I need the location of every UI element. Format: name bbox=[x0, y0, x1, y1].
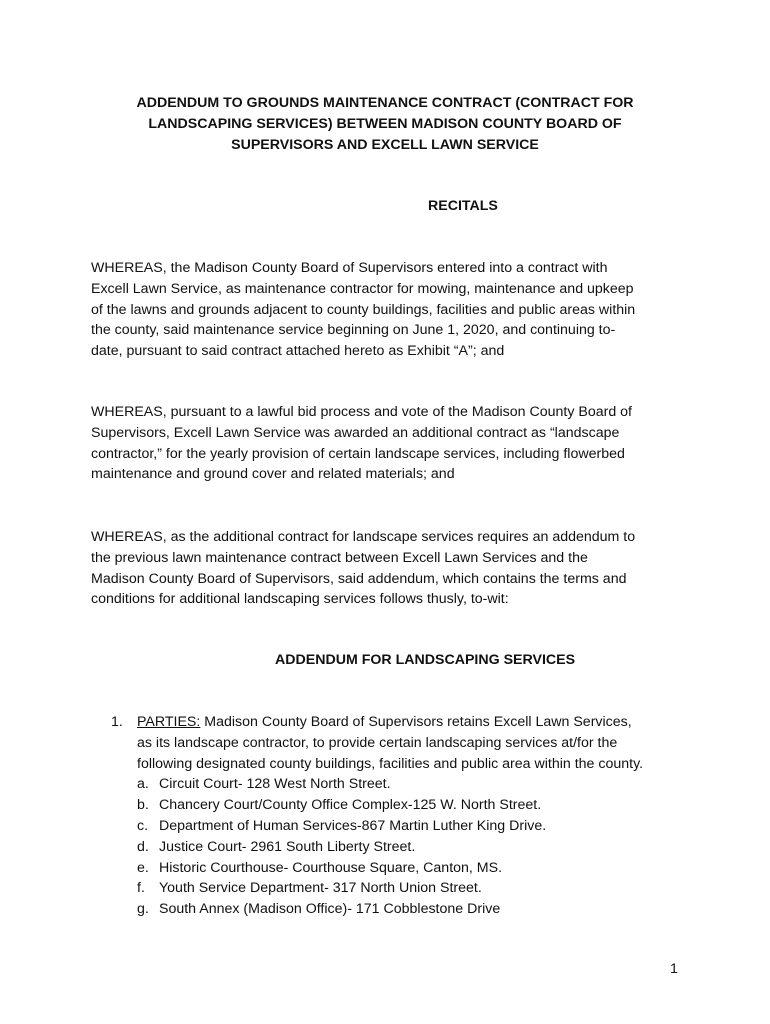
paragraph-line: date, pursuant to said contract attached hereto as Exhibit “A”; and bbox=[91, 343, 505, 360]
paragraph-line: conditions for additional landscaping services follows thusly, to-wit: bbox=[91, 591, 509, 608]
section-line: following designated county buildings, facilities and public area within the county. bbox=[137, 755, 644, 772]
section-first-line bbox=[137, 712, 707, 733]
list-item-text: Department of Human Services-867 Martin Luther King Drive. bbox=[159, 817, 547, 834]
list-item bbox=[137, 858, 707, 879]
recital-paragraph-2 bbox=[91, 402, 681, 485]
list-letter: f. bbox=[137, 880, 145, 897]
location-list bbox=[137, 774, 707, 920]
parties-label: PARTIES: bbox=[137, 714, 201, 730]
section-number: 1. bbox=[111, 714, 123, 730]
list-item bbox=[137, 774, 707, 795]
paragraph-line: maintenance and ground cover and related materials; and bbox=[91, 466, 455, 483]
list-item bbox=[137, 899, 707, 920]
list-letter: c. bbox=[137, 817, 149, 834]
section-body bbox=[137, 712, 707, 920]
list-item-text: Youth Service Department- 317 North Union Street. bbox=[159, 880, 482, 897]
list-letter: e. bbox=[137, 859, 149, 876]
list-item bbox=[137, 878, 707, 899]
paragraph-line: WHEREAS, the Madison County Board of Supervisors entered into a contract with bbox=[91, 260, 608, 276]
recitals-heading: RECITALS bbox=[428, 198, 498, 214]
paragraph-line: WHEREAS, as the additional contract for landscape services requires an addendum to bbox=[91, 529, 636, 545]
recital-paragraph-3 bbox=[91, 527, 681, 610]
title-line: ADDENDUM TO GROUNDS MAINTENANCE CONTRACT (CONTRACT FOR bbox=[136, 95, 634, 111]
list-item-text: Historic Courthouse- Courthouse Square, Canton, MS. bbox=[159, 859, 503, 876]
document-title bbox=[90, 93, 680, 156]
list-item bbox=[137, 816, 707, 837]
paragraph-line: Madison County Board of Supervisors, said addendum, which contains the terms and bbox=[91, 570, 627, 587]
section-first-line-text: Madison County Board of Supervisors retains Excell Lawn Services, bbox=[200, 714, 632, 730]
list-letter: g. bbox=[137, 901, 149, 918]
paragraph-line: Excell Lawn Service, as maintenance contractor for mowing, maintenance and upkeep bbox=[91, 280, 634, 297]
paragraph-line: contractor,” for the yearly provision of certain landscape services, including flowerbed bbox=[91, 445, 625, 462]
list-item-text: Justice Court- 2961 South Liberty Street. bbox=[159, 838, 416, 855]
list-item bbox=[137, 837, 707, 858]
title-line: SUPERVISORS AND EXCELL LAWN SERVICE bbox=[231, 137, 539, 153]
list-letter: a. bbox=[137, 776, 149, 793]
section-line: as its landscape contractor, to provide certain landscaping services at/for the bbox=[137, 734, 618, 751]
paragraph-line: the county, said maintenance service beginning on June 1, 2020, and continuing to- bbox=[91, 322, 616, 339]
recital-paragraph-1 bbox=[91, 258, 681, 362]
list-item-text: Chancery Court/County Office Complex-125 W. North Street. bbox=[159, 797, 542, 814]
addendum-heading: ADDENDUM FOR LANDSCAPING SERVICES bbox=[275, 652, 576, 668]
paragraph-line: the previous lawn maintenance contract between Excell Lawn Services and the bbox=[91, 549, 588, 566]
title-line: LANDSCAPING SERVICES) BETWEEN MADISON COUNTY BOARD OF bbox=[148, 116, 622, 132]
page-number: 1 bbox=[670, 961, 678, 977]
paragraph-line: Supervisors, Excell Lawn Service was awarded an additional contract as “landscape bbox=[91, 424, 620, 441]
list-item-text: South Annex (Madison Office)- 171 Cobblestone Drive bbox=[159, 901, 501, 918]
list-item-text: Circuit Court- 128 West North Street. bbox=[159, 776, 391, 793]
paragraph-line: WHEREAS, pursuant to a lawful bid process and vote of the Madison County Board of bbox=[91, 404, 632, 420]
list-letter: d. bbox=[137, 838, 149, 855]
paragraph-line: of the lawns and grounds adjacent to county buildings, facilities and public areas within bbox=[91, 301, 636, 318]
list-letter: b. bbox=[137, 797, 149, 814]
list-item bbox=[137, 795, 707, 816]
